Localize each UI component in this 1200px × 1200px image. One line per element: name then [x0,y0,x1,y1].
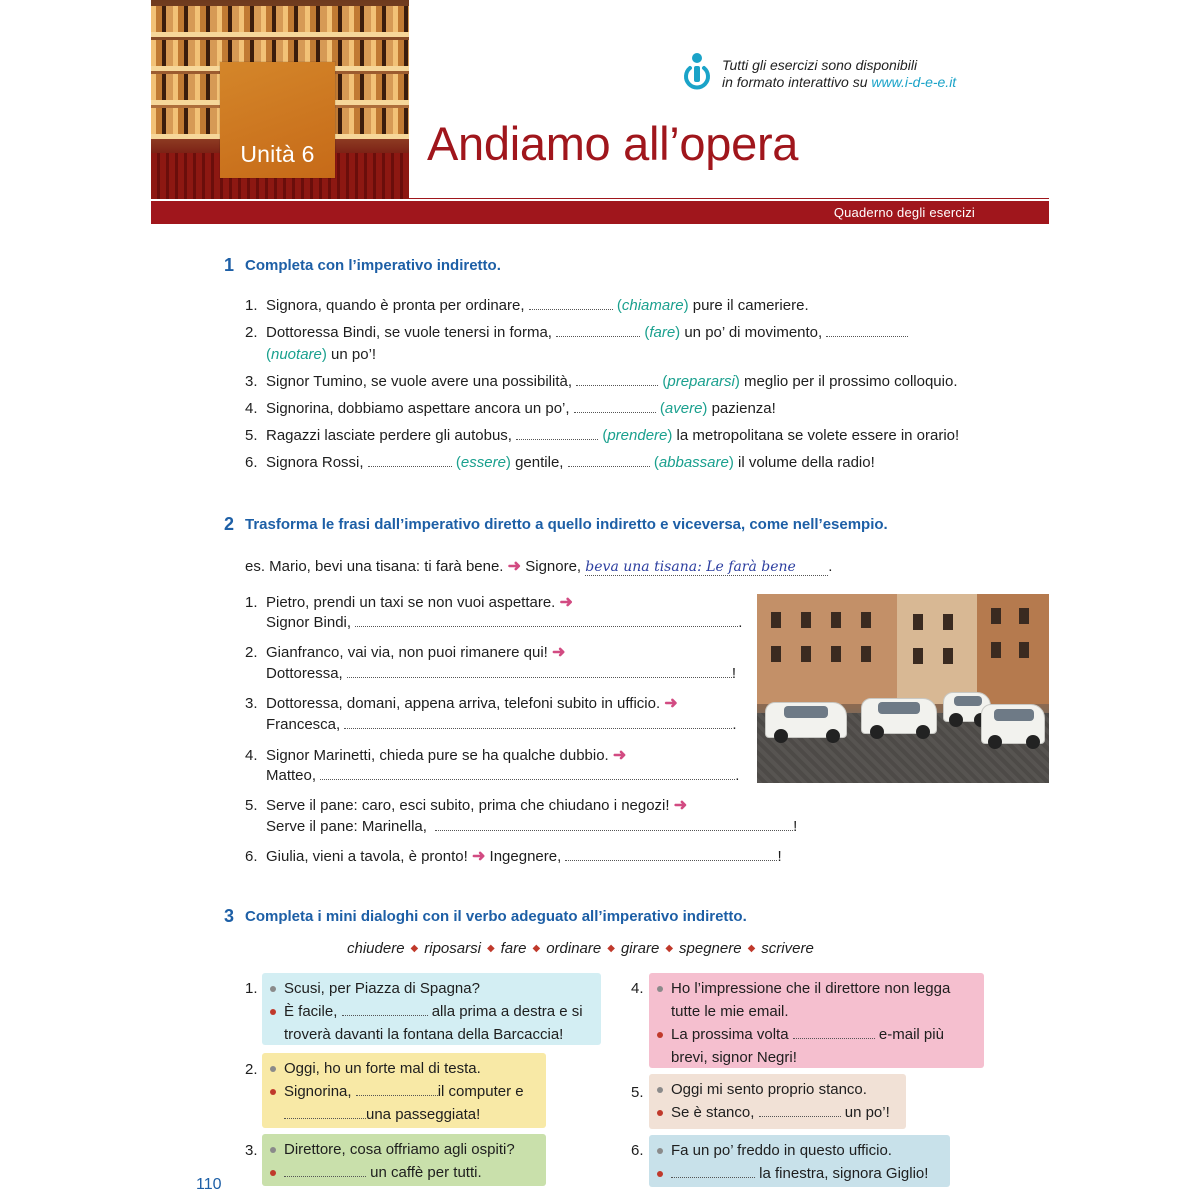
ex2-item-5: 5. Serve il pane: caro, esci subito, prima che chiudano i negozi! ➜ [245,797,688,814]
arrow-icon: ➜ [507,558,522,575]
ex1-item-4: 4. Signorina, dobbiamo aspettare ancora un po’, (avere) pazienza! [245,400,776,417]
dialog-3: Direttore, cosa offriamo agli ospiti? un caffè per tutti. [262,1134,546,1186]
arrow-icon: ➜ [471,848,486,865]
ex1-item-2-cont: (nuotare) un po’! [266,346,377,363]
section-band [151,201,1049,224]
arrow-icon: ➜ [559,594,573,611]
ex1-item-3: 3. Signor Tumino, se vuole avere una possibilità, (prepararsi) meglio per il prossimo colloquio. [245,373,958,390]
arrow-icon: ➜ [552,644,566,661]
dialog-5: Oggi mi sento proprio stanco. Se è stanco, un po’! [649,1074,906,1129]
ex2-item-4: 4. Signor Marinetti, chieda pure se ha qualche dubbio. ➜ [245,747,627,764]
unit-badge [220,62,335,178]
answer-blank[interactable] [284,1165,366,1177]
page-title: Andiamo all’opera [427,117,799,170]
exercise-2-title: Trasforma le frasi dall’imperativo diretto a quello indiretto e viceversa, come nell’esempio. [245,516,888,533]
answer-blank[interactable] [284,1107,366,1119]
ex2-item-3-answer: Francesca, . [266,716,737,733]
ex2-item-1: 1. Pietro, prendi un taxi se non vuoi aspettare. ➜ [245,594,573,611]
interactive-url-link[interactable]: www.i-d-e-e.it [871,74,957,90]
dialog-4-number: 4. [631,980,644,997]
answer-blank[interactable] [568,455,650,467]
answer-blank[interactable] [356,1084,438,1096]
band-label: Quaderno degli esercizi [833,205,975,220]
ex1-item-6: 6. Signora Rossi, (essere) gentile, (abbassare) il volume della radio! [245,454,875,471]
exercise-1-title: Completa con l’imperativo indiretto. [245,257,501,274]
ex2-item-2: 2. Gianfranco, vai via, non puoi rimanere qui! ➜ [245,644,566,661]
dialog-6-number: 6. [631,1142,644,1159]
interactive-info-icon [681,52,713,92]
interactive-note [722,57,956,91]
exercise-3-title: Completa i mini dialoghi con il verbo adeguato all’imperativo indiretto. [245,908,747,925]
dialog-1-number: 1. [245,980,258,997]
exercise-2-number: 2 [224,514,235,534]
answer-blank[interactable] [576,374,658,386]
arrow-icon: ➜ [612,747,627,764]
page-number: 110 [196,1176,222,1193]
arrow-icon: ➜ [673,797,688,814]
example-handwritten-answer: beva una tisana: Le farà bene [585,559,828,576]
answer-blank[interactable] [368,455,452,467]
ex1-item-1: 1. Signora, quando è pronta per ordinare, (chiamare) pure il cameriere. [245,297,809,314]
interactive-note-line2: in formato interattivo su [722,74,872,90]
dialog-5-number: 5. [631,1084,644,1101]
dialog-2-number: 2. [245,1061,258,1078]
answer-blank[interactable] [574,401,656,413]
word-bank: chiudere ◆ riposarsi ◆ fare ◆ ordinare ◆ girare ◆ spegnere ◆ scrivere [347,940,814,957]
answer-blank[interactable] [529,298,613,310]
dialog-4: Ho l’impressione che il direttore non legga tutte le mie email. La prossima volta e-mail più brevi, signor Negri! [649,973,984,1068]
answer-blank[interactable] [320,768,735,780]
arrow-icon: ➜ [664,695,678,712]
answer-blank[interactable] [759,1105,841,1117]
unit-label: Unità 6 [240,141,315,167]
ex2-item-6: 6. Giulia, vieni a tavola, è pronto! ➜ Ingegnere, ! [245,848,782,865]
ex2-item-3: 3. Dottoressa, domani, appena arriva, telefoni subito in ufficio. ➜ [245,695,678,712]
ex2-item-5-answer: Serve il pane: Marinella, ! [266,818,798,835]
answer-blank[interactable] [344,717,732,729]
ex2-item-1-answer: Signor Bindi, . [266,614,743,631]
answer-blank[interactable] [347,666,732,678]
header-rule [409,198,1049,199]
dialog-2: Oggi, ho un forte mal di testa. Signorina, il computer e una passeggiata! [262,1053,546,1128]
ex2-item-4-answer: Matteo, . [266,767,740,784]
answer-blank[interactable] [435,819,793,831]
answer-blank[interactable] [556,325,640,337]
answer-blank[interactable] [671,1166,755,1178]
ex1-item-2: 2. Dottoressa Bindi, se vuole tenersi in forma, (fare) un po’ di movimento, [245,324,908,341]
answer-blank[interactable] [516,428,598,440]
dialog-3-number: 3. [245,1142,258,1159]
ex1-item-5: 5. Ragazzi lasciate perdere gli autobus, (prendere) la metropolitana se volete essere in orario! [245,427,960,444]
answer-blank[interactable] [793,1027,875,1039]
exercise-1-number: 1 [224,255,235,275]
taxi-rank-photo [757,594,1049,783]
answer-blank[interactable] [355,615,738,627]
dialog-6: Fa un po’ freddo in questo ufficio. la finestra, signora Giglio! [649,1135,950,1187]
exercise-3-number: 3 [224,906,235,926]
answer-blank[interactable] [826,325,908,337]
ex2-example: es. Mario, bevi una tisana: ti farà bene. ➜ Signore, beva una tisana: Le farà bene . [245,558,833,575]
answer-blank[interactable] [565,849,777,861]
ex2-item-2-answer: Dottoressa, ! [266,665,737,682]
answer-blank[interactable] [342,1004,428,1016]
dialog-1: Scusi, per Piazza di Spagna? È facile, alla prima a destra e si troverà davanti la fontana della Barcaccia! [262,973,601,1045]
interactive-note-line1: Tutti gli esercizi sono disponibili [722,57,918,73]
